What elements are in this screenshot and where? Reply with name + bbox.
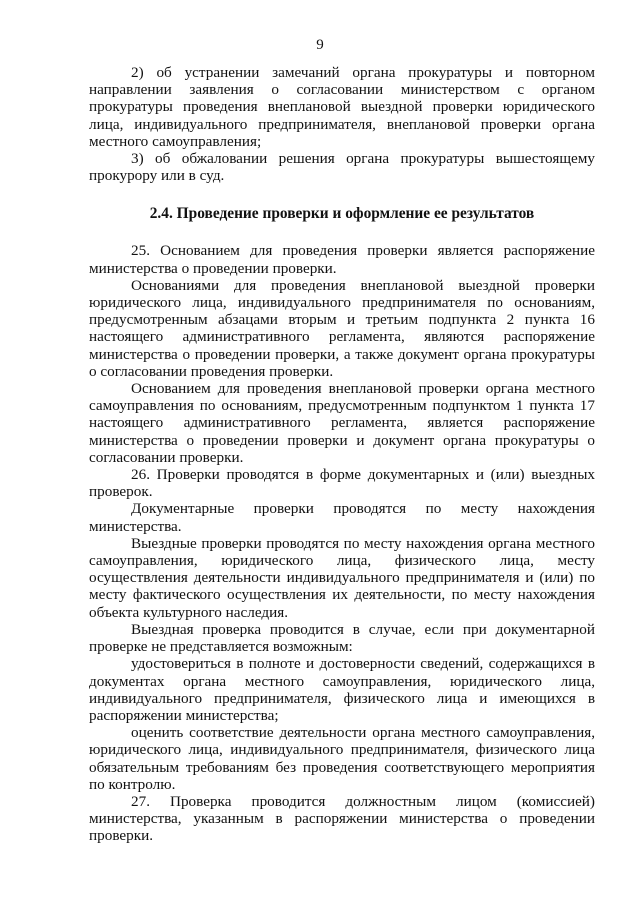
paragraph-documentary-checks: Документарные проверки проводятся по месту нахождения министерства. <box>89 500 595 535</box>
paragraph-25: 25. Основанием для проведения проверки является распоряжение министерства о проведении проверки. <box>89 242 595 277</box>
page-body <box>89 64 595 845</box>
paragraph-item-3: 3) об обжаловании решения органа прокуратуры вышестоящему прокурору или в суд. <box>89 150 595 185</box>
paragraph-grounds-local-government: Основанием для проведения внеплановой проверки органа местного самоуправления по основаниям, предусмотренным подпунктом 1 пункта 17 настоящего административного регламента, является распоряжение министерства о проведении проверки и документ органа прокуратуры о согласовании проверки. <box>89 380 595 466</box>
paragraph-verify-completeness: удостовериться в полноте и достоверности сведений, содержащихся в документах органа местного самоуправления, юридического лица, индивидуального предпринимателя, физического лица и имеющихся в распоряжении министерства; <box>89 655 595 724</box>
paragraph-assess-compliance: оценить соответствие деятельности органа местного самоуправления, юридического лица, индивидуального предпринимателя, физического лица обязательным требованиям без проведения соответствующего мероприятия по контролю. <box>89 724 595 793</box>
paragraph-grounds-unscheduled-business: Основаниями для проведения внеплановой выездной проверки юридического лица, индивидуального предпринимателя по основаниям, предусмотренным абзацами вторым и третьим подпункта 2 пункта 16 настоящего административного регламента, являются распоряжение министерства о проведении проверки, а также документ органа прокуратуры о согласовании проведения проверки. <box>89 276 595 380</box>
paragraph-item-2: 2) об устранении замечаний органа прокуратуры и повторном направлении заявления о согласовании министерством с органом прокуратуры проведения внеплановой выездной проверки юридического лица, индивидуального предпринимателя, внеплановой проверки органа местного самоуправления; <box>89 64 595 150</box>
paragraph-26: 26. Проверки проводятся в форме документарных и (или) выездных проверок. <box>89 466 595 501</box>
page-number: 9 <box>316 37 324 53</box>
paragraph-onsite-checks: Выездные проверки проводятся по месту нахождения органа местного самоуправления, юридического лица, физического лица, месту осуществления деятельности индивидуального предпринимателя и (или) по месту фактического осуществления их деятельности, по месту нахождения объекта культурного наследия. <box>89 534 595 621</box>
section-heading: 2.4. Проведение проверки и оформление ее результатов <box>149 205 535 223</box>
paragraph-27: 27. Проверка проводится должностным лицом (комиссией) министерства, указанным в распоряжении министерства о проведении проверки. <box>89 792 595 845</box>
paragraph-onsite-conditions: Выездная проверка проводится в случае, если при документарной проверке не представляется возможным: <box>89 620 595 656</box>
